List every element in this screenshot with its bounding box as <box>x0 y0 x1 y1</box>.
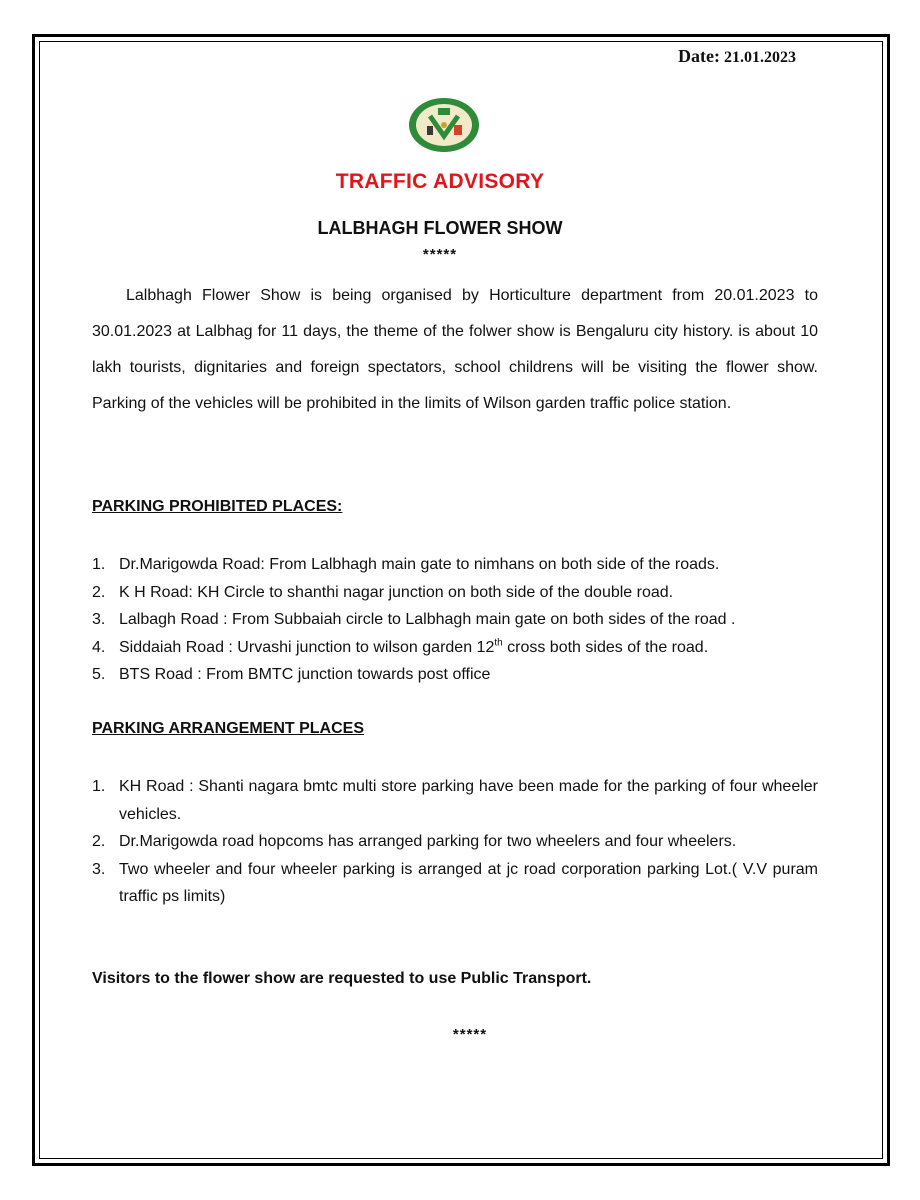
list-text: Two wheeler and four wheeler parking is arranged at jc road corporation parking Lot.( V.V puram traffic ps limits) <box>119 860 818 905</box>
closing-note: Visitors to the flower show are requested to use Public Transport. <box>92 970 592 987</box>
list-item <box>92 661 818 689</box>
list-number: 4. <box>92 638 106 656</box>
list-item <box>92 828 818 856</box>
list-text-before: Siddaiah Road : Urvashi junction to wilson garden 12 <box>119 638 495 656</box>
list-item <box>92 551 818 579</box>
date-value: 21.01.2023 <box>723 49 796 66</box>
list-number: 1. <box>92 778 106 795</box>
list-text: Lalbagh Road : From Subbaiah circle to Lalbhagh main gate on both sides of the road . <box>119 611 736 628</box>
list-text: KH Road : Shanti nagara bmtc multi store parking have been made for the parking of four wheeler vehicles. <box>119 778 818 823</box>
list-text: BTS Road : From BMTC junction towards post office <box>119 666 491 683</box>
date-line <box>678 46 796 67</box>
date-label: Date: <box>678 46 720 66</box>
arrangement-heading: PARKING ARRANGEMENT PLACES <box>92 720 365 737</box>
list-item <box>92 634 818 662</box>
event-subtitle: LALBHAGH FLOWER SHOW <box>317 218 563 238</box>
prohibited-list <box>92 551 818 689</box>
list-text: Dr.Marigowda road hopcoms has arranged parking for two wheelers and four wheelers. <box>119 833 737 850</box>
separator-top: ***** <box>422 246 458 263</box>
list-item <box>92 606 818 634</box>
prohibited-heading: PARKING PROHIBITED PLACES: <box>92 498 343 515</box>
list-text: K H Road: KH Circle to shanthi nagar junction on both side of the double road. <box>119 583 674 601</box>
intro-paragraph: Lalbhagh Flower Show is being organised by Horticulture department from 20.01.2023 to 30.01.2023 at Lalbhag for 11 days, the theme of the folwer show is Bengaluru city history. is about 10 lakh tourists, dignitaries and foreign spectators, school childrens will be visiting the flower show. Parking of the vehicles will be prohibited in the limits of Wilson garden traffic police station. <box>92 287 818 412</box>
arrangement-list <box>92 773 818 911</box>
list-number: 3. <box>92 611 106 628</box>
list-item <box>92 773 818 828</box>
list-text <box>119 634 818 662</box>
list-text-after: cross both sides of the road. <box>502 638 709 656</box>
list-number: 1. <box>92 556 106 573</box>
list-number: 2. <box>92 833 106 850</box>
ordinal-suffix: th <box>494 637 503 649</box>
list-item <box>92 856 818 911</box>
separator-bottom: ***** <box>452 1026 488 1043</box>
advisory-title: TRAFFIC ADVISORY <box>335 170 545 193</box>
traffic-police-emblem-icon <box>407 96 481 154</box>
list-item <box>92 579 818 607</box>
list-number: 3. <box>92 860 106 878</box>
list-number: 5. <box>92 666 106 683</box>
list-number: 2. <box>92 583 106 601</box>
list-text: Dr.Marigowda Road: From Lalbhagh main gate to nimhans on both side of the roads. <box>119 556 720 573</box>
